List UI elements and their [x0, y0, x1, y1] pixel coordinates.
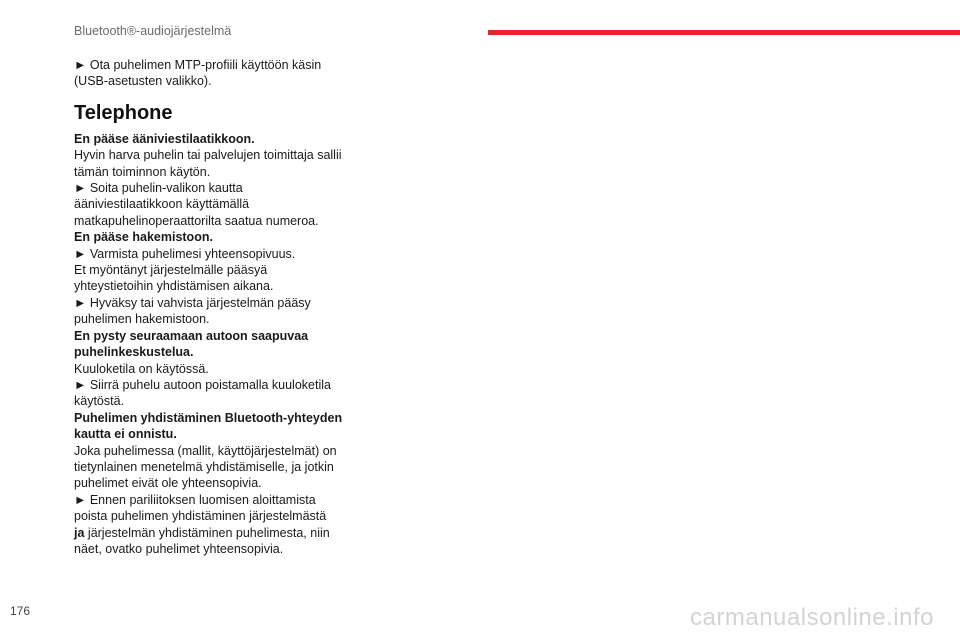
- body-line: yhteystietoihin yhdistämisen aikana.: [74, 279, 274, 294]
- body-line: tämän toiminnon käytön.: [74, 164, 211, 179]
- subheading-line: Puhelimen yhdistäminen Bluetooth-yhteyden: [74, 410, 343, 425]
- text-column: [74, 57, 354, 557]
- subheading-line: puhelinkeskustelua.: [74, 345, 194, 360]
- body-line: tietynlainen menetelmä yhdistämiselle, ja jotkin: [74, 459, 334, 474]
- subheading-line: En pääse ääniviestilaatikkoon.: [74, 131, 255, 146]
- body-line: ääniviestilaatikkoon käyttämällä: [74, 197, 250, 212]
- subheading-line: En pääse hakemistoon.: [74, 230, 213, 245]
- body-line-mixed: [74, 525, 354, 541]
- body-line: Joka puhelimessa (mallit, käyttöjärjestelmät) on: [74, 443, 337, 458]
- body-line: ► Varmista puhelimesi yhteensopivuus.: [74, 246, 296, 261]
- body-line-last: näet, ovatko puhelimet yhteensopivia.: [74, 541, 284, 556]
- bold-word: ja: [74, 525, 85, 540]
- intro-line-1: ► Ota puhelimen MTP-profiili käyttöön käsin: [74, 58, 322, 72]
- mixed-rest: järjestelmän yhdistäminen puhelimesta, niin: [84, 525, 330, 540]
- body-line: puhelimet eivät ole yhteensopivia.: [74, 476, 262, 491]
- header-title: Bluetooth®-audiojärjestelmä: [74, 24, 232, 38]
- body-line: ► Soita puhelin-valikon kautta: [74, 181, 243, 196]
- section-body: [74, 131, 354, 525]
- body-line: Kuuloketila on käytössä.: [74, 361, 209, 376]
- page-number: 176: [10, 604, 31, 618]
- body-line: ► Hyväksy tai vahvista järjestelmän pääsy: [74, 295, 311, 310]
- subheading-line: En pysty seuraamaan autoon saapuvaa: [74, 328, 309, 343]
- subheading-line: kautta ei onnistu.: [74, 427, 177, 442]
- body-line: ► Siirrä puhelu autoon poistamalla kuuloketila: [74, 377, 331, 392]
- watermark: carmanualsonline.info: [690, 604, 934, 631]
- body-line: ► Ennen pariliitoksen luomisen aloittamista: [74, 492, 316, 507]
- header-accent-bar: [488, 30, 960, 35]
- body-line: puhelimen hakemistoon.: [74, 312, 210, 327]
- body-line: käytöstä.: [74, 394, 125, 409]
- body-line: poista puhelimen yhdistäminen järjestelmästä: [74, 509, 327, 524]
- intro-line-2: (USB-asetusten valikko).: [74, 74, 212, 89]
- body-line: matkapuhelinoperaattorilta saatua numeroa.: [74, 213, 319, 228]
- body-line: Hyvin harva puhelin tai palvelujen toimittaja sallii: [74, 148, 342, 163]
- section-title: Telephone: [74, 101, 173, 124]
- body-line: Et myöntänyt järjestelmälle pääsyä: [74, 263, 268, 278]
